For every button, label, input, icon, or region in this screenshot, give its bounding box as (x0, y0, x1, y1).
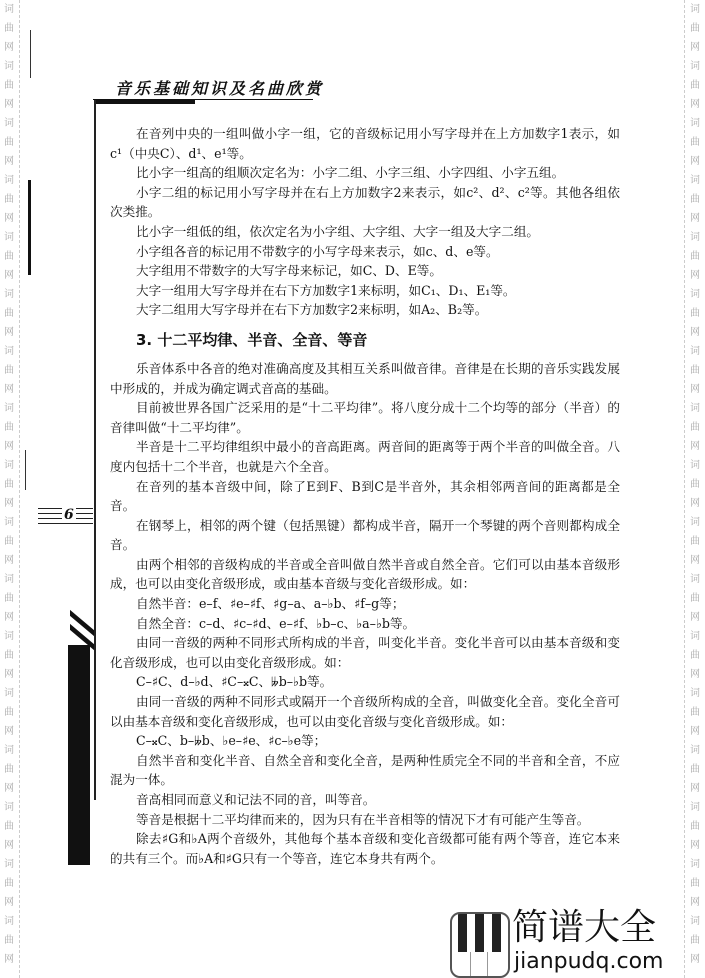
paragraph: 由同一音级的两种不同形式所构成的半音，叫变化半音。变化半音可以由基本音级和变化音级形成，也可以由变化音级形成。如： (110, 635, 620, 670)
watermark-char: 词 (690, 175, 700, 186)
watermark-char: 词 (690, 346, 700, 357)
watermark-char: 曲 (4, 23, 14, 34)
paragraph: C–♯C、d–♭d、♯C–𝄪C、𝄫b–♭b等。 (136, 674, 333, 690)
watermark-char: 词 (690, 745, 700, 756)
watermark-char: 网 (690, 783, 700, 794)
watermark-char: 网 (690, 954, 700, 965)
paragraph: 自然半音：e–f、♯e–♯f、♯g–a、a–♭b、♯f–g等； (136, 596, 405, 612)
watermark-char: 词 (690, 61, 700, 72)
watermark-char: 曲 (4, 479, 14, 490)
watermark-char: 曲 (4, 650, 14, 661)
paragraph: 除去♯G和♭A两个音级外，其他每个基本音级和变化音级都可能有两个等音，连它本来的共有三个。而♭A和♯G只有一个等音，连它本身共有两个。 (110, 831, 620, 866)
watermark-char: 词 (4, 61, 14, 72)
watermark-char: 曲 (690, 878, 700, 889)
watermark-char: 曲 (4, 935, 14, 946)
watermark-char: 网 (690, 726, 700, 737)
watermark-char: 网 (4, 783, 14, 794)
page-number: 6 (64, 507, 74, 523)
watermark-char: 曲 (690, 251, 700, 262)
watermark-char: 曲 (690, 422, 700, 433)
section-heading: 3. 十二平均律、半音、全音、等音 (136, 330, 368, 349)
paragraph: 在音列中央的一组叫做小字一组，它的音级标记用小写字母并在上方加数字1表示，如c¹（中央C）、d¹、e¹等。 (110, 126, 620, 161)
watermark-char: 网 (690, 42, 700, 53)
paragraph: 等音是根据十二平均律而来的，因为只有在半音相等的情况下才有可能产生等音。 (136, 811, 590, 827)
watermark-char: 网 (4, 612, 14, 623)
watermark-char: 词 (4, 802, 14, 813)
watermark-char: 网 (4, 726, 14, 737)
watermark-char: 曲 (4, 821, 14, 832)
watermark-char: 曲 (690, 536, 700, 547)
watermark-char: 曲 (4, 194, 14, 205)
watermark-char: 词 (690, 118, 700, 129)
page-body (110, 124, 620, 868)
watermark-char: 词 (690, 4, 700, 15)
logo-name: 简谱大全 (512, 907, 657, 948)
watermark-char: 词 (690, 517, 700, 528)
paragraph: 比小字一组低的组，依次定名为小字组、大字组、大字一组及大字二组。 (136, 223, 539, 239)
watermark-char: 曲 (4, 365, 14, 376)
paragraph: 自然全音：c–d、♯c–♯d、e–♯f、♭b–c、♭a–♭b等。 (136, 615, 416, 631)
watermark-char: 网 (4, 99, 14, 110)
watermark-char: 网 (690, 270, 700, 281)
watermark-char: 词 (690, 460, 700, 471)
page-border-line (94, 100, 96, 800)
decorative-black-bar (68, 645, 90, 865)
watermark-char: 曲 (690, 80, 700, 91)
page-number-ornament (38, 505, 93, 527)
watermark-char: 词 (4, 745, 14, 756)
watermark-char: 词 (4, 118, 14, 129)
watermark-char: 曲 (690, 479, 700, 490)
header-bar (95, 100, 195, 104)
watermark-char: 网 (690, 498, 700, 509)
watermark-char: 词 (690, 859, 700, 870)
watermark-char: 曲 (690, 23, 700, 34)
margin-line (30, 30, 31, 78)
watermark-char: 词 (4, 574, 14, 585)
watermark-char: 词 (4, 460, 14, 471)
watermark-char: 曲 (4, 536, 14, 547)
watermark-char: 词 (4, 175, 14, 186)
watermark-char: 词 (4, 403, 14, 414)
paragraph: 目前被世界各国广泛采用的是“十二平均律”。将八度分成十二个均等的部分（半音）的音律叫做“十二平均律”。 (110, 400, 620, 435)
watermark-left (2, 0, 16, 978)
watermark-char: 网 (690, 156, 700, 167)
watermark-char: 网 (4, 384, 14, 395)
watermark-char: 词 (690, 232, 700, 243)
watermark-char: 曲 (4, 593, 14, 604)
watermark-char: 网 (690, 327, 700, 338)
watermark-char: 曲 (4, 422, 14, 433)
paragraph: 由同一音级的两种不同形式或隔开一个音级所构成的全音，叫做变化全音。变化全音可以由基本音级和变化音级形成，也可以由变化音级与变化音级形成。如： (110, 694, 620, 729)
watermark-char: 词 (4, 631, 14, 642)
watermark-char: 网 (690, 840, 700, 851)
watermark-char: 曲 (690, 194, 700, 205)
piano-icon (450, 912, 510, 978)
watermark-char: 词 (690, 688, 700, 699)
watermark-char: 曲 (690, 308, 700, 319)
paragraph: 比小字一组高的组顺次定名为：小字二组、小字三组、小字四组、小字五组。 (136, 165, 565, 181)
watermark-char: 网 (4, 897, 14, 908)
watermark-char: 网 (4, 441, 14, 452)
paragraph: 在音列的基本音级中间，除了E到F、B到C是半音外，其余相邻两音间的距离都是全音。 (110, 478, 620, 514)
watermark-char: 网 (4, 42, 14, 53)
watermark-char: 曲 (4, 707, 14, 718)
watermark-char: 曲 (690, 593, 700, 604)
paragraph: 音高相同而意义和记法不同的音，叫等音。 (136, 792, 376, 807)
intro-paragraphs (110, 124, 620, 320)
watermark-char: 词 (4, 289, 14, 300)
logo-url: jianpudq.com (514, 949, 664, 974)
watermark-char: 曲 (690, 764, 700, 775)
paragraph: 自然半音和变化半音、自然全音和变化全音，是两种性质完全不同的半音和全音，不应混为一体。 (110, 752, 620, 788)
watermark-divider-right (684, 0, 685, 978)
watermark-char: 网 (4, 498, 14, 509)
watermark-char: 曲 (690, 650, 700, 661)
watermark-char: 网 (4, 954, 14, 965)
watermark-char: 网 (4, 840, 14, 851)
watermark-char: 词 (4, 688, 14, 699)
watermark-right (688, 0, 702, 978)
margin-line (25, 450, 26, 490)
paragraph: 大字一组用大写字母并在右下方加数字1来标明，如C₁、D₁、E₁等。 (136, 282, 516, 298)
watermark-char: 词 (4, 346, 14, 357)
watermark-char: 词 (690, 916, 700, 927)
paragraph: 半音是十二平均律组织中最小的音高距离。两音间的距离等于两个半音的叫做全音。八度内包括十二个半音，也就是六个全音。 (110, 439, 620, 474)
watermark-char: 词 (4, 232, 14, 243)
watermark-char: 网 (4, 555, 14, 566)
paragraph: 由两个相邻的音级构成的半音或全音叫做自然半音或自然全音。它们可以由基本音级形成，也可以由变化音级形成，或由基本音级与变化音级形成。如： (110, 556, 620, 592)
watermark-char: 曲 (690, 707, 700, 718)
watermark-char: 曲 (690, 821, 700, 832)
watermark-char: 曲 (4, 308, 14, 319)
watermark-char: 词 (690, 631, 700, 642)
watermark-char: 网 (690, 213, 700, 224)
watermark-char: 词 (690, 574, 700, 585)
paragraph: 乐音体系中各音的绝对准确高度及其相互关系叫做音律。音律是在长期的音乐实践发展中形成的，并成为确定调式音高的基础。 (110, 360, 620, 396)
watermark-char: 词 (4, 517, 14, 528)
watermark-char: 词 (4, 4, 14, 15)
watermark-char: 网 (690, 555, 700, 566)
paragraph: 大字二组用大写字母并在右下方加数字2来标明，如A₂、B₂等。 (136, 302, 488, 318)
watermark-char: 网 (690, 612, 700, 623)
watermark-char: 曲 (4, 764, 14, 775)
margin-bar (28, 180, 31, 275)
section-paragraphs (110, 359, 620, 868)
watermark-char: 网 (690, 441, 700, 452)
watermark-char: 网 (4, 327, 14, 338)
watermark-char: 网 (690, 669, 700, 680)
watermark-char: 网 (690, 99, 700, 110)
watermark-divider-left (19, 0, 20, 978)
watermark-char: 网 (4, 156, 14, 167)
watermark-char: 网 (690, 897, 700, 908)
paragraph: 在钢琴上，相邻的两个键（包括黑键）都构成半音，隔开一个琴键的两个音则都构成全音。 (110, 517, 620, 553)
watermark-char: 词 (690, 289, 700, 300)
watermark-char: 网 (4, 270, 14, 281)
watermark-char: 曲 (690, 935, 700, 946)
watermark-char: 词 (690, 403, 700, 414)
watermark-char: 曲 (4, 80, 14, 91)
watermark-char: 曲 (4, 878, 14, 889)
watermark-char: 曲 (690, 137, 700, 148)
watermark-char: 曲 (4, 137, 14, 148)
watermark-char: 词 (690, 802, 700, 813)
watermark-char: 网 (4, 213, 14, 224)
watermark-char: 曲 (690, 365, 700, 376)
watermark-char: 词 (4, 859, 14, 870)
watermark-char: 词 (4, 916, 14, 927)
watermark-char: 网 (690, 384, 700, 395)
paragraph: 大字组用不带数字的大写字母来标记，如C、D、E等。 (136, 263, 442, 279)
paragraph: C–𝄪C、b–𝄫b、♭e–♯e、♯c–♭e等； (136, 733, 327, 749)
paragraph: 小字组各音的标记用不带数字的小写字母来表示，如c、d、e等。 (136, 243, 499, 259)
watermark-char: 曲 (4, 251, 14, 262)
running-header-title: 音乐基础知识及名曲欣赏 (115, 79, 325, 98)
paragraph: 小字二组的标记用小写字母并在右上方加数字2来表示，如c²、d²、c²等。其他各组依次类推。 (110, 184, 620, 220)
watermark-char: 网 (4, 669, 14, 680)
site-logo (450, 908, 678, 974)
